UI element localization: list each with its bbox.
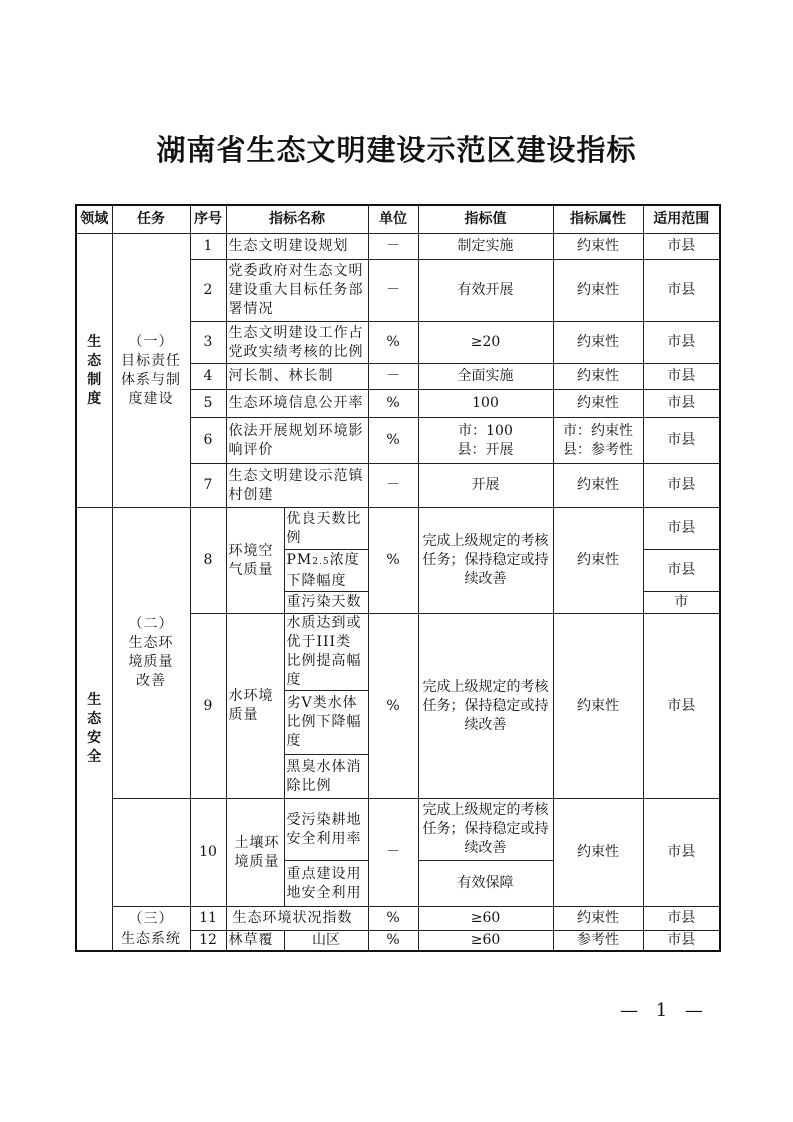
task-label: 目标责任体系与制度建设	[121, 352, 181, 407]
sub-indicator: 水质达到或优于III类比例提高幅度	[284, 614, 368, 691]
row-value	[418, 418, 553, 464]
row-no: 4	[190, 364, 226, 390]
page-number: — 1 —	[620, 1000, 709, 1021]
row-no: 9	[190, 614, 226, 799]
row-name: 党委政府对生态文明建设重大目标任务部署情况	[226, 260, 368, 322]
task-cell-1	[112, 234, 190, 508]
pm-label: PM	[286, 551, 313, 568]
row-name: 生态文明建设规划	[226, 234, 368, 260]
attr-city: 市：约束性	[563, 422, 633, 439]
row-scope: 市县	[643, 508, 720, 550]
sub-indicator: 重污染天数	[284, 592, 368, 614]
row-scope: 市县	[643, 907, 720, 931]
row-no: 8	[190, 508, 226, 614]
row-attr: 约束性	[553, 322, 643, 364]
header-scope: 适用范围	[643, 205, 720, 234]
value-county: 县：开展	[457, 441, 514, 458]
row-scope: 市县	[643, 418, 720, 464]
row-value: 制定实施	[418, 234, 553, 260]
task-number: （一）	[128, 333, 174, 350]
row-name: 林草覆	[226, 931, 284, 952]
row-name: 生态文明建设示范镇村创建	[226, 464, 368, 508]
row-value: 100	[418, 390, 553, 418]
sub-indicator	[284, 550, 368, 592]
task-number: （三）	[128, 910, 174, 927]
task-cell-empty	[112, 799, 190, 907]
header-domain: 领域	[76, 205, 112, 234]
row-unit: %	[368, 390, 418, 418]
row-scope: 市县	[643, 550, 720, 592]
row-no: 1	[190, 234, 226, 260]
row-scope: 市县	[643, 931, 720, 952]
row-name: 生态环境信息公开率	[226, 390, 368, 418]
row-attr: 约束性	[553, 464, 643, 508]
task-cell-2	[112, 508, 190, 799]
pm-subscript: 2.5	[312, 556, 330, 567]
row-value: ≥60	[418, 931, 553, 952]
row-attr: 参考性	[553, 931, 643, 952]
row-value: 完成上级规定的考核任务；保持稳定或持续改善	[418, 799, 553, 861]
row-unit: －	[368, 364, 418, 390]
row-attr: 约束性	[553, 614, 643, 799]
row-scope: 市县	[643, 464, 720, 508]
task-number: （二）	[128, 616, 174, 632]
row-no: 6	[190, 418, 226, 464]
table-row	[76, 907, 720, 931]
row-no: 3	[190, 322, 226, 364]
header-no: 序号	[190, 205, 226, 234]
row-value: 完成上级规定的考核任务；保持稳定或持续改善	[418, 614, 553, 799]
row-no: 5	[190, 390, 226, 418]
row-attr: 约束性	[553, 260, 643, 322]
task-label: 生态环境质量改善	[128, 635, 174, 689]
row-value: ≥20	[418, 322, 553, 364]
row-name: 生态文明建设工作占党政实绩考核的比例	[226, 322, 368, 364]
domain-cell-1	[76, 234, 112, 508]
header-unit: 单位	[368, 205, 418, 234]
domain-cell-2	[76, 508, 112, 952]
table-header-row	[76, 205, 720, 234]
header-task: 任务	[112, 205, 190, 234]
row-scope: 市县	[643, 234, 720, 260]
row-attr	[553, 418, 643, 464]
row-attr: 约束性	[553, 907, 643, 931]
sub-indicator: 山区	[284, 931, 368, 952]
row-value: 全面实施	[418, 364, 553, 390]
table-row	[76, 508, 720, 550]
row-value: 完成上级规定的考核任务；保持稳定或持续改善	[418, 508, 553, 614]
domain-label: 生态制度	[87, 333, 102, 407]
row-name: 河长制、林长制	[226, 364, 368, 390]
table-row	[76, 799, 720, 861]
task-label: 生态系统	[121, 930, 181, 947]
row-name: 生态环境状况指数	[226, 907, 368, 931]
row-value: 有效开展	[418, 260, 553, 322]
sub-indicator: 劣Ⅴ类水体比例下降幅度	[284, 691, 368, 755]
row-attr: 约束性	[553, 364, 643, 390]
row-unit: %	[368, 508, 418, 614]
row-name: 环境空气质量	[226, 508, 284, 614]
task-cell-3	[112, 907, 190, 952]
row-value: ≥60	[418, 907, 553, 931]
row-name: 土壤环境质量	[226, 799, 284, 907]
page-title: 湖南省生态文明建设示范区建设指标	[156, 133, 637, 167]
row-value: 开展	[418, 464, 553, 508]
row-unit: －	[368, 799, 418, 907]
row-attr: 约束性	[553, 234, 643, 260]
domain-label: 生态安全	[87, 692, 102, 765]
row-unit: －	[368, 260, 418, 322]
row-unit: %	[368, 931, 418, 952]
row-name: 水环境质量	[226, 614, 284, 799]
row-unit: %	[368, 614, 418, 799]
header-value: 指标值	[418, 205, 553, 234]
header-attr: 指标属性	[553, 205, 643, 234]
row-no: 12	[190, 931, 226, 952]
row-scope: 市县	[643, 799, 720, 907]
row-no: 2	[190, 260, 226, 322]
row-attr: 约束性	[553, 799, 643, 907]
attr-county: 县：参考性	[563, 441, 633, 458]
row-value: 有效保障	[418, 861, 553, 907]
row-unit: %	[368, 322, 418, 364]
table-row	[76, 234, 720, 260]
sub-indicator: 重点建设用地安全利用	[284, 861, 368, 907]
row-scope: 市县	[643, 364, 720, 390]
row-scope: 市	[643, 592, 720, 614]
pm-text: 浓度下降幅度	[286, 551, 360, 589]
row-no: 11	[190, 907, 226, 931]
row-unit: %	[368, 907, 418, 931]
row-scope: 市县	[643, 260, 720, 322]
header-name: 指标名称	[226, 205, 368, 234]
row-no: 7	[190, 464, 226, 508]
row-unit: －	[368, 464, 418, 508]
row-scope: 市县	[643, 390, 720, 418]
row-scope: 市县	[643, 614, 720, 799]
sub-indicator: 受污染耕地安全利用率	[284, 799, 368, 861]
row-unit: %	[368, 418, 418, 464]
row-attr: 约束性	[553, 508, 643, 614]
row-attr: 约束性	[553, 390, 643, 418]
row-name: 依法开展规划环境影响评价	[226, 418, 368, 464]
row-unit: －	[368, 234, 418, 260]
sub-indicator: 优良天数比例	[284, 508, 368, 550]
value-city: 市：100	[458, 422, 513, 439]
sub-indicator: 黑臭水体消除比例	[284, 755, 368, 799]
row-no: 10	[190, 799, 226, 907]
indicator-table	[75, 204, 721, 952]
row-scope: 市县	[643, 322, 720, 364]
